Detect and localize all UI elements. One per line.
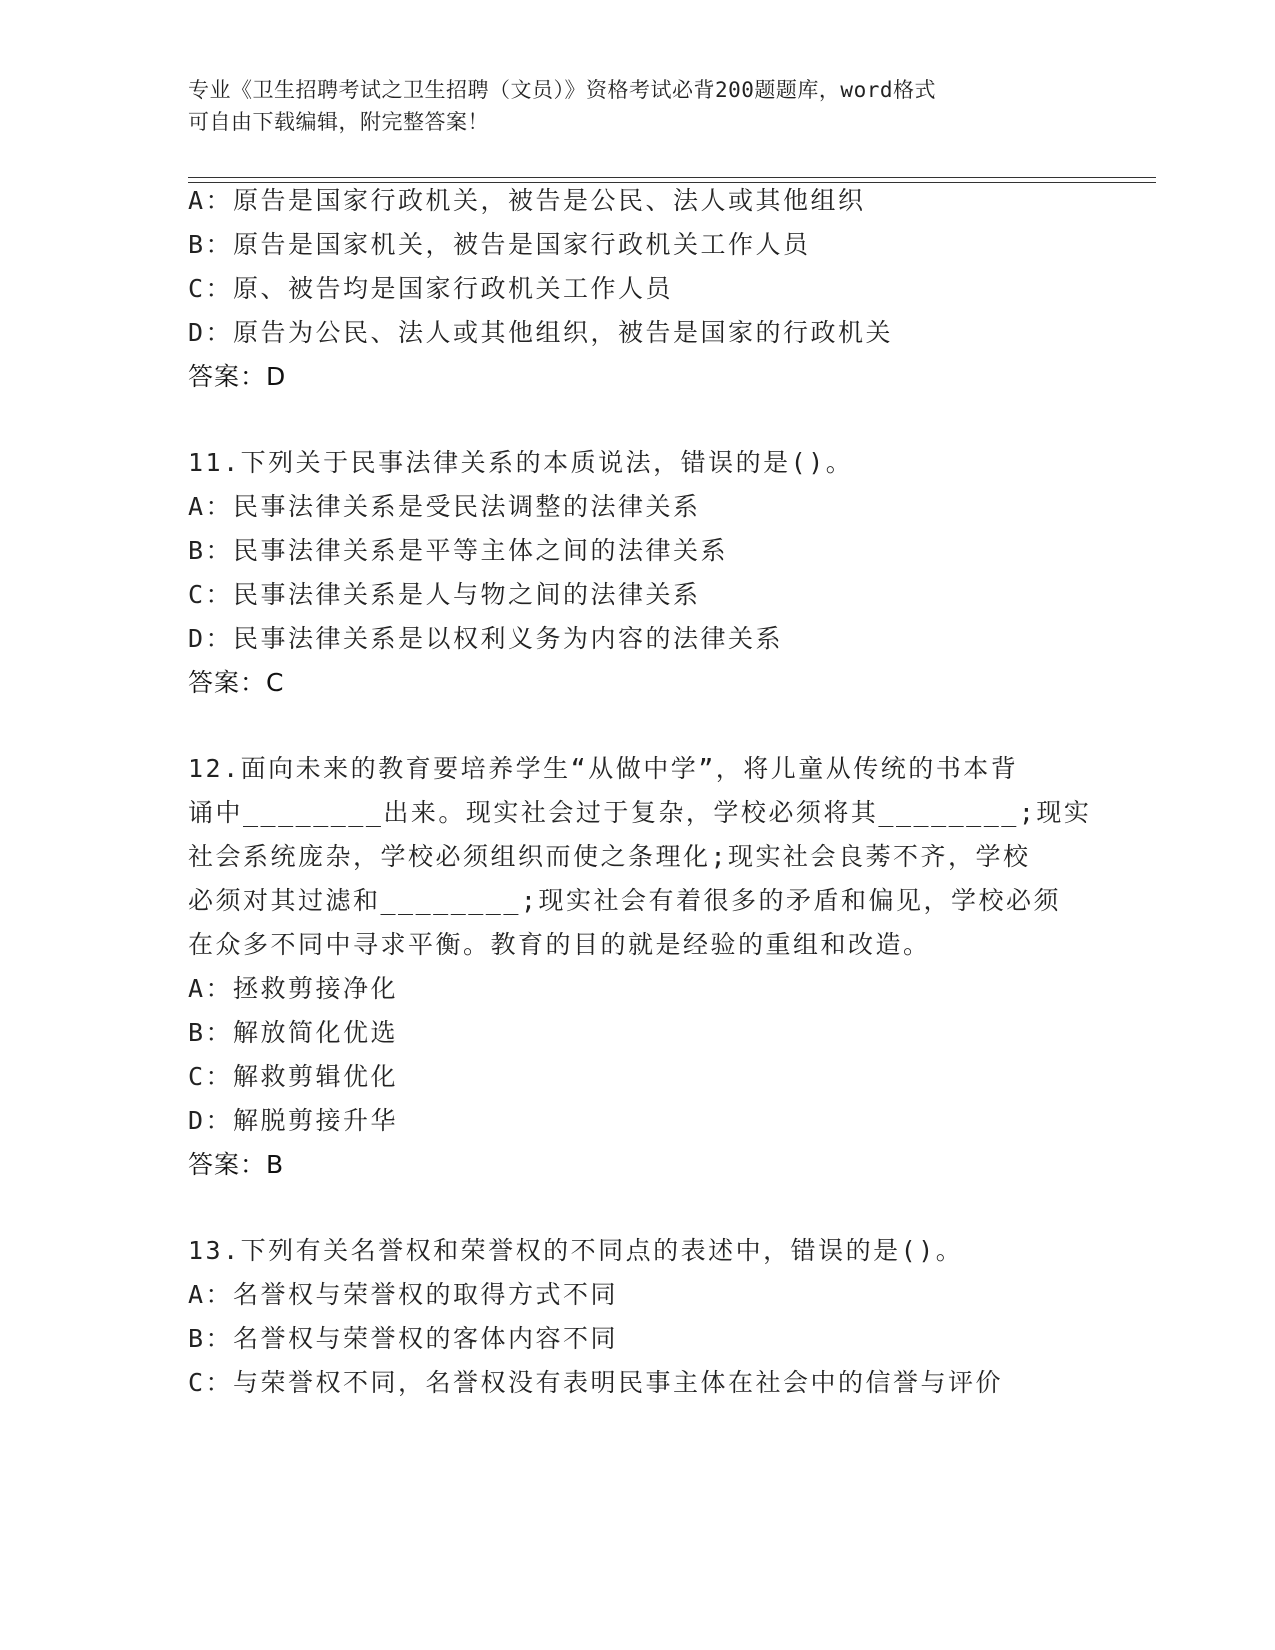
header-line-2: 可自由下载编辑，附完整答案！ bbox=[188, 110, 489, 134]
q11-option-c: C：民事法律关系是人与物之间的法律关系 bbox=[188, 580, 701, 609]
q11-answer: 答案：C bbox=[188, 668, 285, 697]
q10-option-b: B：原告是国家机关，被告是国家行政机关工作人员 bbox=[188, 230, 811, 259]
q11-stem: 11.下列关于民事法律关系的本质说法，错误的是()。 bbox=[188, 448, 854, 477]
q12-option-c: C：解救剪辑优化 bbox=[188, 1062, 399, 1091]
header-line-1: 专业《卫生招聘考试之卫生招聘（文员）》资格考试必背200题题库，word格式 bbox=[188, 78, 936, 102]
q12-stem-line-3: 社会系统庞杂，学校必须组织而使之条理化;现实社会良莠不齐，学校 bbox=[188, 842, 1031, 871]
q12-stem-line-4: 必须对其过滤和________;现实社会有着很多的矛盾和偏见，学校必须 bbox=[188, 886, 1061, 915]
q12-stem-line-5: 在众多不同中寻求平衡。教育的目的就是经验的重组和改造。 bbox=[188, 930, 931, 959]
q12-stem-line-2: 诵中________出来。现实社会过于复杂，学校必须将其________;现实 bbox=[188, 798, 1092, 827]
q10-option-c: C：原、被告均是国家行政机关工作人员 bbox=[188, 274, 674, 303]
header-divider-top bbox=[188, 177, 1156, 178]
q10-option-d: D：原告为公民、法人或其他组织，被告是国家的行政机关 bbox=[188, 318, 894, 347]
q10-answer: 答案：D bbox=[188, 362, 287, 391]
q12-option-a: A：拯救剪接净化 bbox=[188, 974, 399, 1003]
q11-option-a: A：民事法律关系是受民法调整的法律关系 bbox=[188, 492, 701, 521]
q10-option-a: A：原告是国家行政机关，被告是公民、法人或其他组织 bbox=[188, 186, 866, 215]
document-header bbox=[188, 74, 1068, 138]
q13-stem: 13.下列有关名誉权和荣誉权的不同点的表述中，错误的是()。 bbox=[188, 1236, 964, 1265]
q13-option-c: C：与荣誉权不同，名誉权没有表明民事主体在社会中的信誉与评价 bbox=[188, 1368, 1004, 1397]
q12-option-d: D：解脱剪接升华 bbox=[188, 1106, 399, 1135]
q12-stem-line-1: 12.面向未来的教育要培养学生“从做中学”，将儿童从传统的书本背 bbox=[188, 754, 1019, 783]
q11-option-d: D：民事法律关系是以权利义务为内容的法律关系 bbox=[188, 624, 784, 653]
q13-option-a: A：名誉权与荣誉权的取得方式不同 bbox=[188, 1280, 619, 1309]
q12-option-b: B：解放简化优选 bbox=[188, 1018, 399, 1047]
q11-option-b: B：民事法律关系是平等主体之间的法律关系 bbox=[188, 536, 729, 565]
q12-answer: 答案：B bbox=[188, 1150, 285, 1179]
q13-option-b: B：名誉权与荣誉权的客体内容不同 bbox=[188, 1324, 619, 1353]
